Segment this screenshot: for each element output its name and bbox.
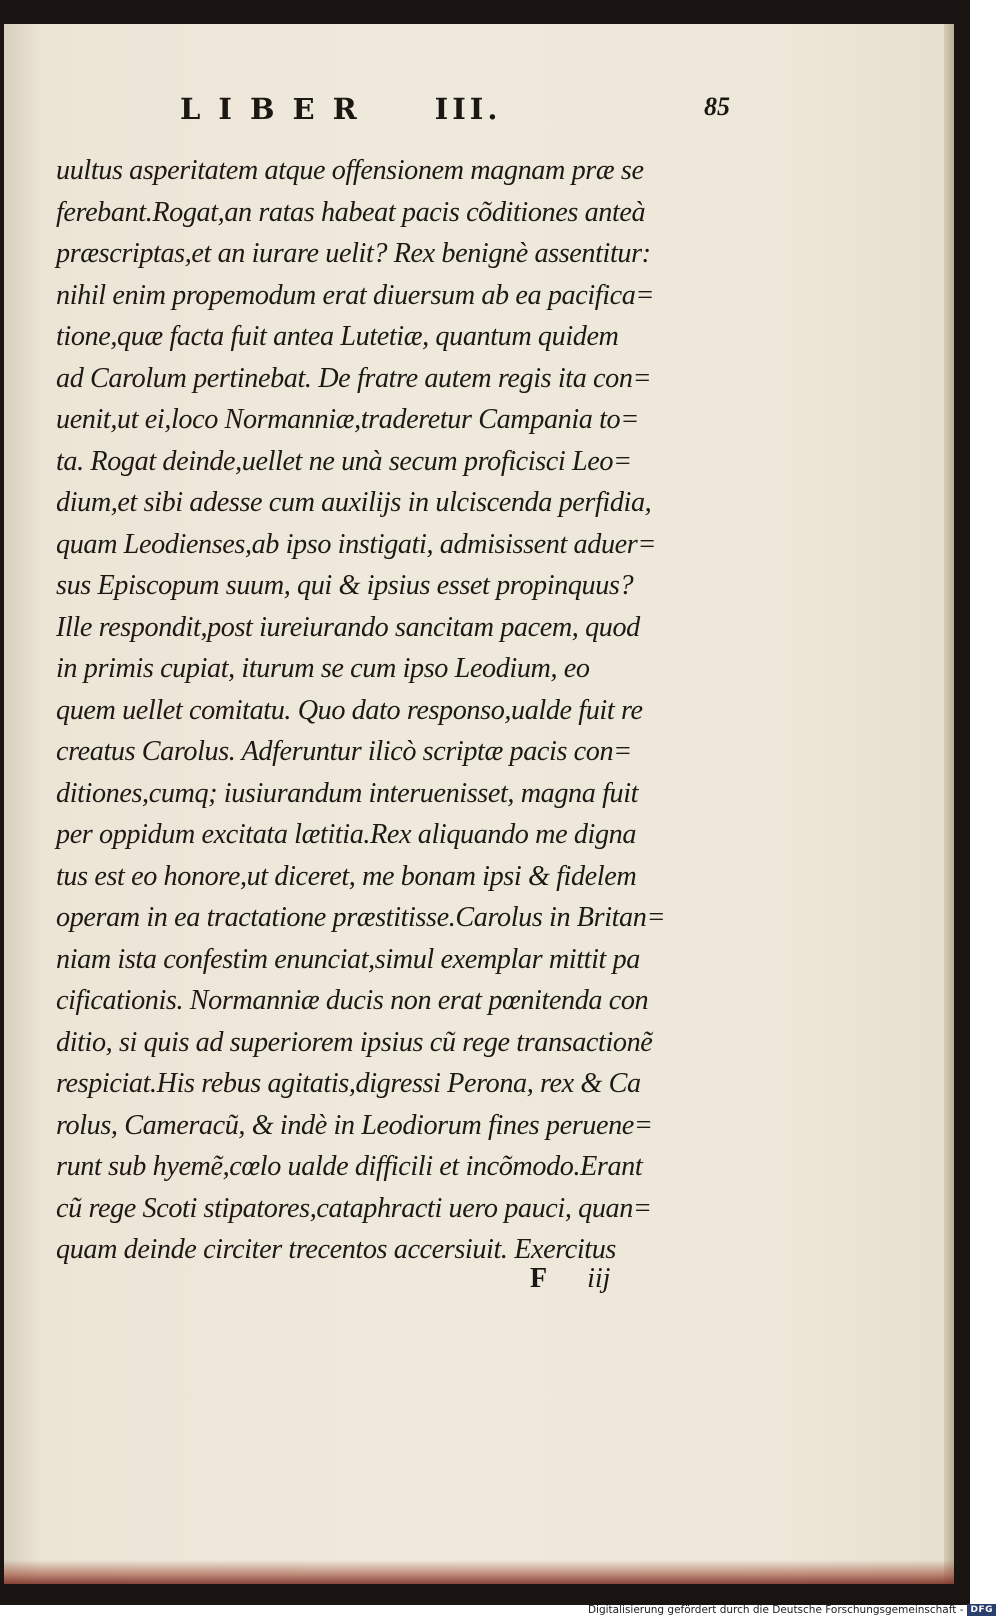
text-line: in primis cupiat, iturum se cum ipso Leodium, eo <box>56 653 590 684</box>
page-edge <box>944 24 954 1584</box>
credit-text: Digitalisierung gefördert durch die Deutsche Forschungsgemeinschaft - <box>587 1604 964 1616</box>
text-line: quam deinde circiter trecentos accersiuit. Exercitus <box>56 1234 617 1265</box>
digitization-credit <box>588 1602 996 1618</box>
text-line: quem uellet comitatu. Quo dato responso,ualde fuit re <box>56 694 643 726</box>
text-line: ta. Rogat deinde,uellet ne unà secum proficisci Leo= <box>56 445 632 477</box>
text-line: Ille respondit,post iureiurando sancitam pacem, quod <box>56 611 640 643</box>
text-line: nihil enim propemodum erat diuersum ab ea pacifica= <box>56 279 655 311</box>
text-line: ad Carolum pertinebat. De fratre autem regis ita con= <box>56 362 652 394</box>
text-line: runt sub hyemẽ,cœlo ualde difficili et incõmodo.Erant <box>56 1151 643 1182</box>
text-line: respiciat.His rebus agitatis,digressi Perona, rex & Ca <box>56 1068 641 1099</box>
text-line: cũ rege Scoti stipatores,cataphracti uero pauci, quan= <box>56 1192 652 1224</box>
text-line: operam in ea tractatione præstitisse.Carolus in Britan= <box>56 902 666 933</box>
text-line: sus Episcopum suum, qui & ipsius esset propinquus? <box>56 570 634 601</box>
text-line: præscriptas,et an iurare uelit? Rex benignè assentitur: <box>56 238 651 269</box>
text-line: rolus, Cameracũ, & indè in Leodiorum fines peruene= <box>56 1109 653 1141</box>
text-line: ditiones,cumq; iusiurandum interuenisset, magna fuit <box>56 777 639 809</box>
signature-number: iij <box>587 1263 611 1294</box>
text-line: niam ista confestim enunciat,simul exemplar mittit pa <box>56 943 640 975</box>
running-head-title: LIBER <box>180 92 375 126</box>
text-line: dium,et sibi adesse cum auxilijs in ulciscenda perfidia, <box>56 487 652 518</box>
text-line: ditio, si quis ad superiorem ipsius cũ rege transactionẽ <box>56 1026 653 1058</box>
text-line: creatus Carolus. Adferuntur ilicò scriptæ pacis con= <box>56 736 632 767</box>
page-number: 85 <box>704 92 730 121</box>
running-head-book-number: III. <box>434 92 502 126</box>
body-text <box>56 150 736 1271</box>
text-line: quam Leodienses,ab ipso instigati, admisissent aduer= <box>56 528 656 560</box>
text-line: ferebant.Rogat,an ratas habeat pacis cõditiones anteà <box>56 196 646 228</box>
running-head <box>180 92 501 126</box>
text-line: tione,quæ facta fuit antea Lutetiæ, quantum quidem <box>56 321 619 352</box>
text-line: tus est eo honore,ut diceret, me bonam ipsi & fidelem <box>56 860 637 892</box>
text-line: uenit,ut ei,loco Normanniæ,traderetur Campania to= <box>56 404 639 435</box>
text-line: uultus asperitatem atque offensionem magnam præ se <box>56 155 644 186</box>
signature-letter: F <box>530 1263 548 1294</box>
text-line: per oppidum excitata lætitia.Rex aliquando me digna <box>56 819 637 850</box>
dfg-logo: DFG <box>967 1604 996 1616</box>
text-line: cificationis. Normanniæ ducis non erat pœnitenda con <box>56 985 649 1016</box>
signature-mark <box>530 1263 610 1295</box>
